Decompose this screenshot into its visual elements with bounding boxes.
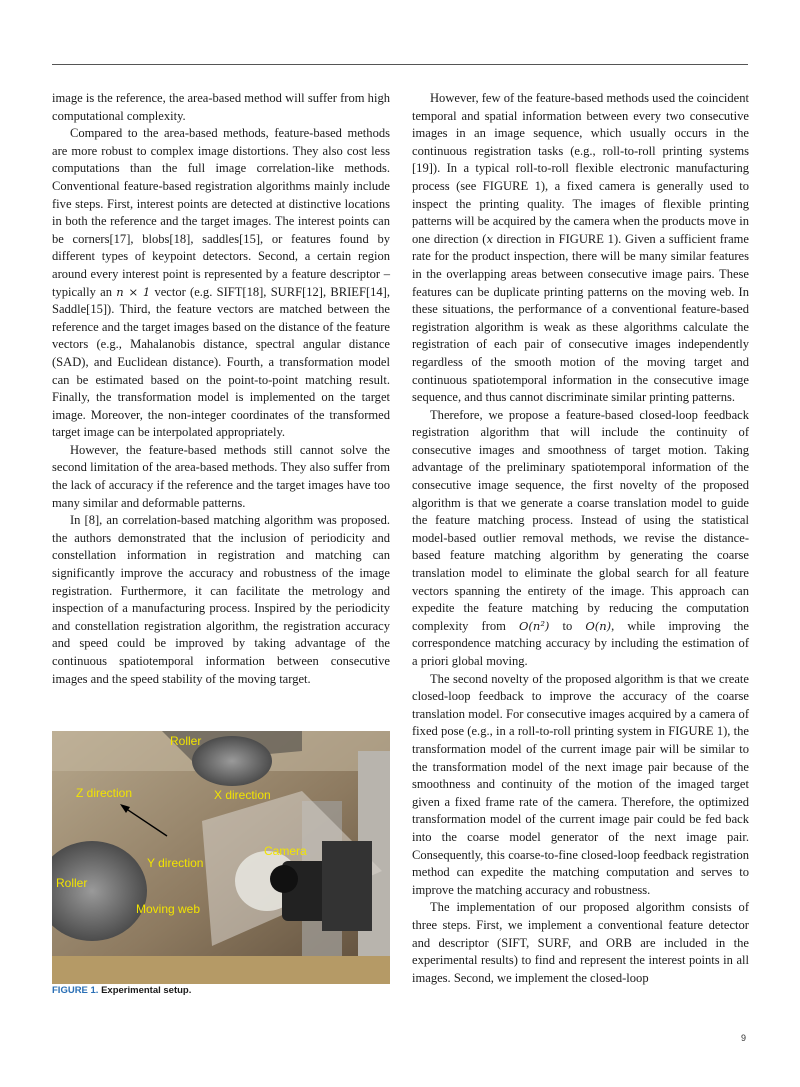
page-number: 9 (741, 1033, 747, 1043)
photo-illustration (52, 731, 390, 984)
label-camera: Camera (264, 844, 307, 858)
left-column (52, 90, 390, 688)
experimental-setup-photo (52, 731, 390, 984)
paragraph-text: Compared to the area-based methods, feature-based methods are more robust to complex image distortions. They also cost less computations than the full image correlation-like methods. Conventional feature-based registration algorithms mainly include five steps. First, interest points are detected at distinctive locations in both the reference and the target images. The interest points can be corners[17], blobs[18], saddles[15], or features found by different types of keypoint detectors. Second, a certain region around every interest point is represented by a feature descriptor – typically an (52, 126, 390, 299)
paragraph-text: , while improving the correspondence matching accuracy by including the estimation of a priori global moving. (412, 618, 749, 668)
label-z-direction: Z direction (76, 786, 133, 800)
label-roller-top: Roller (170, 734, 202, 748)
paragraph-text: vector (e.g. SIFT[18], SURF[12], BRIEF[14], Saddle[15]). Third, the feature vectors are matched between the reference and the target images based on the distance of the feature vectors (e.g., Mahalanobis distance, spectral angular distance (SAD), and Euclidean distance). Fourth, a transformation model can be estimated based on the point-to-point matching result. Finally, the transformation model is implemented on the target image. Moreover, the non-integer coordinates of the transformed target image can be interpolated appropriately. (52, 284, 390, 440)
paragraph (52, 125, 390, 442)
paragraph: The second novelty of the proposed algorithm is that we create closed-loop feedback to improve the accuracy of the coarse translation model. For consecutive images acquired by a camera of fixed pose (e.g., in a roll-to-roll printing system in FIGURE 1), the transformation model of the current image pair will be similar to the transformation model of the next image pair because of the smoothness and continuity of the motion of the imaged target given a fixed frame rate of the camera. Therefore, the optimized transformation model of the current image pair could be fed back into the coarse model generator of the next image pair. Consequently, this coarse-to-fine closed-loop feedback registration method can expedite the matching computation and serves to improve the matching accuracy and robustness. (412, 671, 749, 897)
paragraph: image is the reference, the area-based method will suffer from high computational complexity. (52, 91, 390, 123)
label-moving-web: Moving web (136, 902, 201, 916)
right-column (412, 90, 749, 987)
paragraph-text: to (549, 618, 586, 633)
paragraph-text: However, few of the feature-based methods used the coincident temporal and spatial information between every two consecutive images in an image sequence, which usually occurs in the continuous registration tasks (e.g., roll-to-roll printing systems [19]). In a typical roll-to-roll flexible electronic manufacturing process (see FIGURE 1), a fixed camera is generally used to inspect the printing quality. The images of flexible printing patterns will be acquired by the camera when the products move in one direction ( (412, 91, 749, 246)
paragraph-text: Therefore, we propose a feature-based closed-loop feedback registration algorithm that will include the continuity of consecutive images and smoothness of target motion. Taking advantage of the preliminary spatiotemporal information of the consecutive image sequence, the first novelty of the proposed algorithm is that we generate a coarse translation model to guide the feature matching process. Instead of using the statistical model-based outlier removal methods, we revise the distance-based feature matching algorithm by generating the coarse translation model to eliminate the global search for all feature vectors spanning the entirety of the image. This approach can expedite the feature matching by reducing the computation complexity from (412, 407, 749, 633)
figure-caption-text: Experimental setup. (98, 985, 192, 996)
paragraph: The implementation of our proposed algorithm consists of three steps. First, we implement a conventional feature detector and descriptor (SIFT, SURF, and ORB are included in the experimental results) to find and represent the interest points in all images. Second, we implement the closed-loop (412, 900, 749, 985)
inline-math: O(n) (585, 618, 612, 633)
paragraph (412, 407, 749, 671)
inline-math: x (486, 231, 493, 246)
label-y-direction: Y direction (147, 856, 204, 870)
paragraph-text: direction in FIGURE 1). Given a sufficient frame rate for the product inspection, there will be many similar features in the overlapping areas between consecutive image pairs. These features can be duplicate printing patterns on the moving web. In these situations, the performance of a conventional feature-based registration algorithm is weak as these algorithms calculate the registration of each pair of consecutive images independently regardless of the smooth motion of the moving target and continuous spatiotemporal information in the consecutive image sequence, and thus cannot discriminate similar printing patterns. (412, 231, 749, 405)
inline-math: O(n²) (519, 618, 550, 633)
paragraph (412, 90, 749, 407)
paragraph: In [8], an correlation-based matching algorithm was proposed. the authors demonstrated that the inclusion of periodicity and constellation information in registration and matching can significantly improve the accuracy and robustness of the image registration. Furthermore, it can facilitate the metrology and inspection of a manufacturing process. Inspired by the periodicity and constellation registration algorithm, the registration accuracy and speed could be improved by taking advantage of the continuous spatiotemporal information between consecutive images and the speed stability of the moving target. (52, 513, 390, 686)
figure-number: FIGURE 1. (52, 985, 99, 996)
label-roller-left: Roller (56, 876, 88, 890)
figure-caption (52, 985, 191, 996)
label-x-direction: X direction (214, 788, 271, 802)
header-rule (52, 64, 748, 65)
inline-math: n × 1 (116, 284, 151, 299)
paragraph: However, the feature-based methods still cannot solve the second limitation of the area-based methods. They also suffer from the lack of accuracy if the reference and the target images have too many similar and deformable patterns. (52, 442, 390, 510)
